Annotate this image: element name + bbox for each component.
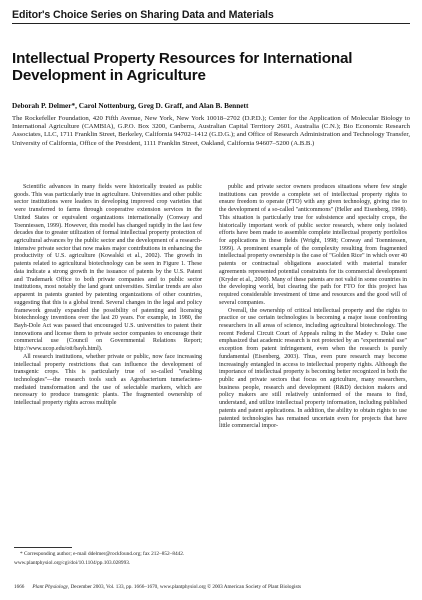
corresponding-author-note: * Corresponding author; e-mail ddelmer@rockfound.org; fax 212–852–8442. <box>20 551 185 557</box>
header-rule <box>12 23 410 24</box>
article-title: Intellectual Property Resources for International Development in Agriculture <box>12 50 353 84</box>
body-paragraph: Overall, the ownership of critical intellectual property and the rights to practice or use certain technologies is becoming a major issue confronting researchers in all areas of science, including agricultural biotechnology. The recent Federal Circuit Court of Appeals ruling in the Madey v. Duke case emphasized that academic research is not protected by an "experimental use" exception from patent infringement, even when the research is purely fundamental (Eisenberg, 2003). Thus, even pure research may become increasingly entangled in access to intellectual property rights. Although the importance of intellectual property is becoming better recognized in both the public and private sectors that focus on agriculture, many researchers, business people, research and development (R&D) decision makers and policy makers are still relatively uninformed of the means to find, understand, and utilize intellectual property information, including published patents and patent applications. In addition, the ability to obtain rights to use patented technologies has remained uncertain even for projects that have little commercial impor- <box>219 307 407 430</box>
footnote <box>14 551 202 566</box>
citation-line: , December 2003, Vol. 133, pp. 1666–1670, www.plantphysiol.org © 2003 American Society of Plant Biologists <box>67 584 301 590</box>
author-list: Deborah P. Delmer*, Carol Nottenburg, Greg D. Graff, and Alan B. Bennett <box>12 101 249 110</box>
footnote-rule <box>14 547 72 548</box>
doi-link[interactable]: www.plantphysiol.org/cgi/doi/10.1104/pp.103.028993. <box>14 559 131 566</box>
page-footer <box>14 584 301 590</box>
journal-name: Plant Physiology <box>32 584 68 590</box>
body-paragraph: public and private sector owners produces situations where few single institutions can provide a complete set of intellectual property rights to ensure freedom to operate (FTO) with any given technology, giving rise to the development of a so-called "anticommons" (Heller and Eisenberg, 1998). This situation is particularly true for subsistence and specialty crops, the historically important work of public sector research, where only isolated efforts have been made to assemble complete intellectual property portfolios for applications in these fields (Wright, 1998; Conway and Toenniessen, 1999). A prominent example of the complexity resulting from fragmented intellectual property ownership is the case of "Golden Rice" in which over 40 patents or contractual obligations associated with material transfer agreements represented potential constraints for its commercial development (Kryder et al., 2000). Many of these patents are not valid in some countries in the developing world, but clearing the path for FTO for this project has required considerable investment of time and resources and the good will of several companies. <box>219 184 407 306</box>
series-header: Editor's Choice Series on Sharing Data and Materials <box>12 9 274 21</box>
affiliations: The Rockefeller Foundation, 420 Fifth Avenue, New York, New York 10018–2702 (D.P.D.); Center for the Application of Molecular Biology to International Agriculture (CAMBIA), G.P.O. Box 3200, Canberra, Australian Capital Territory 2601, Australia (C.N.); Bio Economic Research Associates, LLC, 1711 Franklin Street, Berkeley, California 94702–1412 (G.D.G.); and Office of Research Administration and Technology Transfer, University of California, Office of the President, 1111 Franklin Street, Oakland, California 94607–5200 (A.B.B.) <box>12 115 410 147</box>
body-column-right <box>219 184 407 431</box>
body-paragraph: Scientific advances in many fields were historically treated as public goods. This was particularly true in agriculture. Universities and other public sector institutions were leaders in developing improved crop varieties that were transferred to farms through cooperative extension services in the United States or equivalent organizations internationally (Conway and Toenniessen, 1999). However, this model has changed rapidly in the last few decades due to greater utilization of formal intellectual property protection of agricultural advances by the public sector and the development of a research-intensive private sector that now makes major contributions in enhancing the productivity of U.S. agriculture (Kowalski et al., 2002). The growth in patents related to agricultural biotechnology can be seen in Figure 1. These data indicate a strong growth in the issuance of patents by the U.S. Patent and Trademark Office to both private companies and to public sector institutions, most notably the land grant universities. Similar trends are also apparent in patents granted by patenting organizations of other countries, suggesting that this is a global trend. Several changes in the legal and policy framework greatly expanded the possibility of patenting and licensing biotechnology inventions over the last 20 years. For example, in 1980, the Bayh-Dole Act was passed that encouraged U.S. universities to patent their innovations and license them to private sector companies to encourage their commercial use (Council on Governmental Relations Report; http://www.ucop.edu/ott/bayh.html). <box>14 184 202 353</box>
body-column-left <box>14 184 202 408</box>
body-paragraph: All research institutions, whether private or public, now face increasing intellectual property restrictions that can influence the development of transgenic crops. This is particularly true of so-called "enabling technologies"—the research tools such as Agrobacterium tumefaciens-mediated transformation and the use of selectable markers, which are necessary to produce transgenic plants. The fragmented ownership of intellectual property rights across multiple <box>14 353 202 407</box>
page-number: 1666 <box>14 584 25 590</box>
